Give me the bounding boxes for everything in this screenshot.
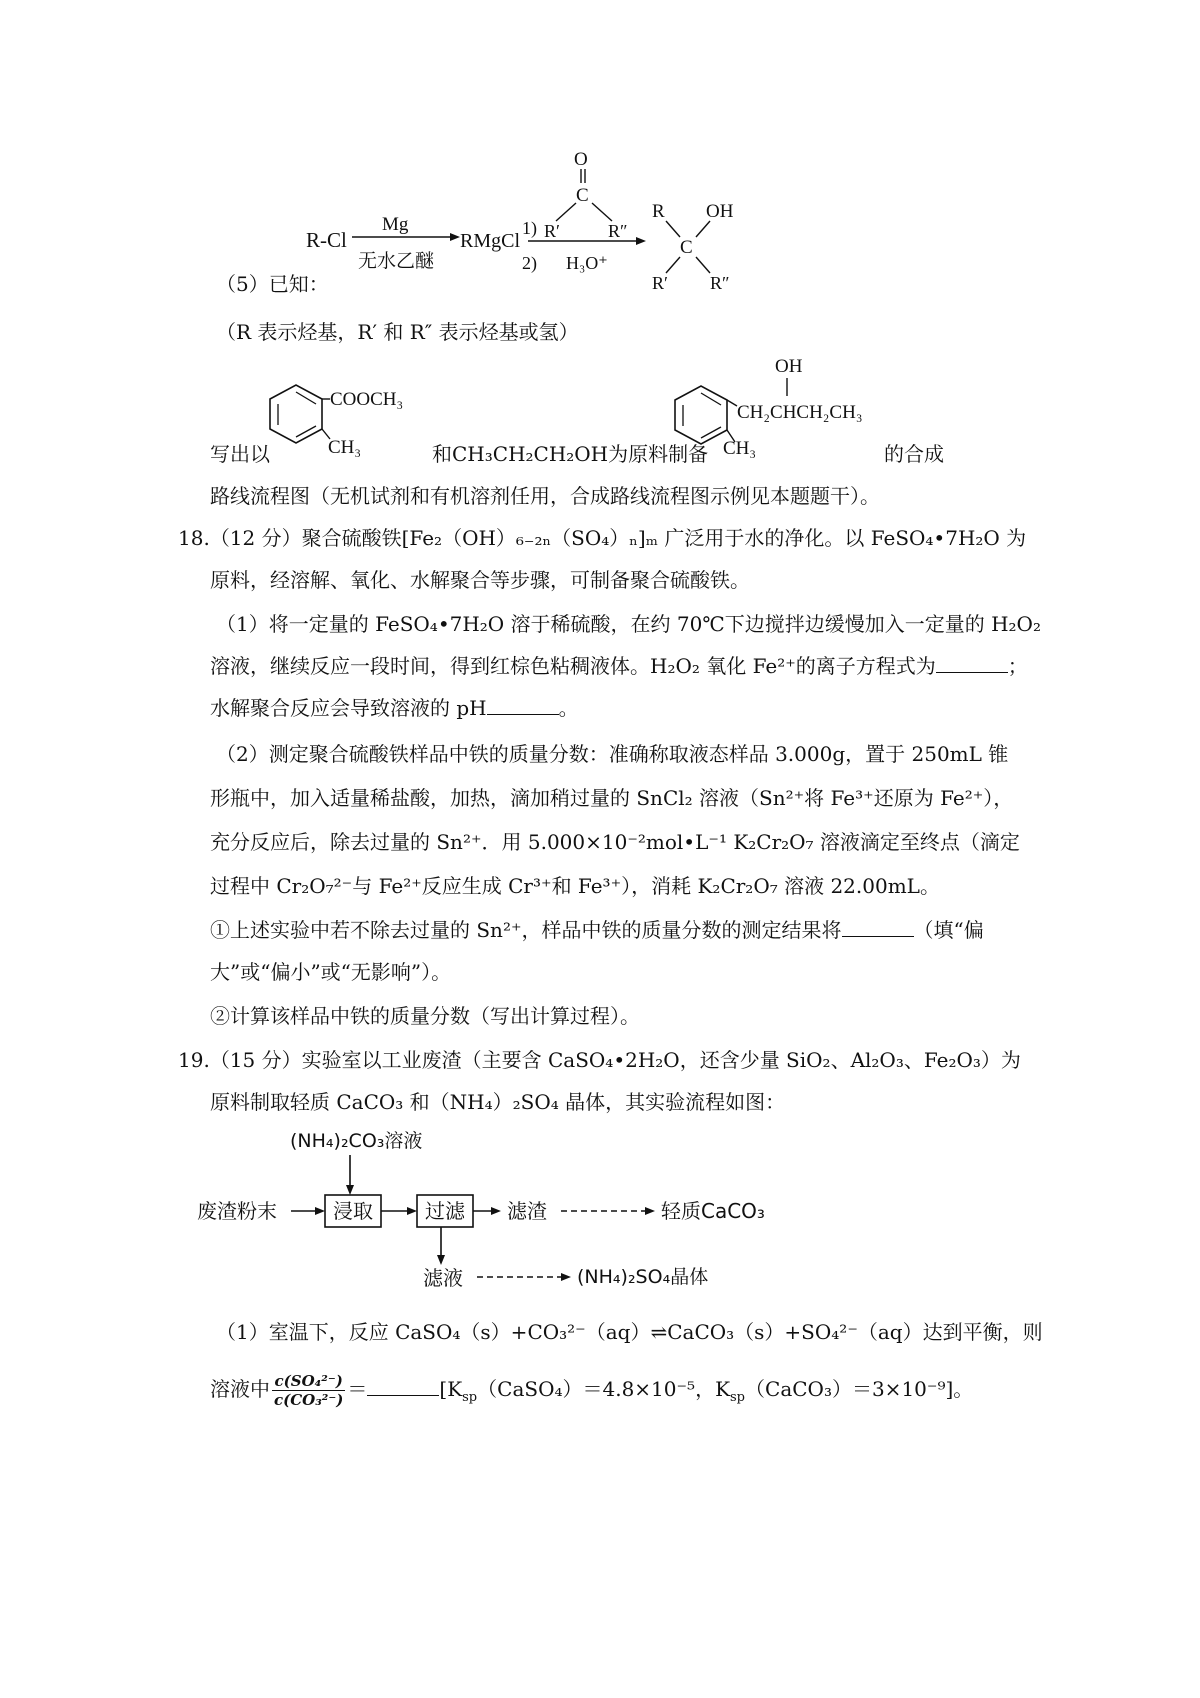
flow-start: 废渣粉末 (197, 1199, 277, 1223)
q18-p1-line3 (210, 694, 579, 722)
q19-equals: ＝ (347, 1377, 368, 1401)
flow-residue: 滤渣 (507, 1199, 547, 1223)
answer-blank-effect[interactable] (842, 918, 914, 937)
fraction-numerator: c(SO₄²⁻) (272, 1372, 345, 1391)
answer-blank-equation[interactable] (936, 654, 1008, 673)
ketone-r-prime: R′ (544, 221, 560, 241)
flow-filtrate: 滤液 (423, 1266, 463, 1290)
product-c: C (680, 237, 693, 258)
q19-ksp-end: （CaCO₃）＝3×10⁻⁹]。 (745, 1377, 974, 1401)
q18-c2: ②计算该样品中铁的质量分数（写出计算过程）。 (210, 1004, 640, 1028)
step1-label: 1) (522, 218, 537, 238)
ketone-carbon: C (576, 185, 589, 206)
q19-stem-1: 实验室以工业废渣（主要含 CaSO₄•2H₂O，还含少量 SiO₂、Al₂O₃、Fe₂O₃）为 (301, 1048, 1021, 1072)
answer-blank-ratio[interactable] (367, 1377, 439, 1396)
q19-ksp-mid: （CaSO₄）＝4.8×10⁻⁵，K (477, 1377, 731, 1401)
starting-material-structure (250, 375, 420, 460)
q18-stem-2: 原料，经溶解、氧化、水解聚合等步骤，可制备聚合硫酸铁。 (210, 568, 750, 592)
ketone-r-double-prime: R″ (608, 221, 628, 241)
process-flowchart (195, 1125, 795, 1295)
product-r-double-prime: R″ (710, 273, 730, 293)
q19-p1-line1: （1）室温下，反应 CaSO₄（s）+CO₃²⁻（aq）⇌CaCO₃（s）+SO₄²⁻（aq）达到平衡，则 (216, 1320, 1043, 1344)
q18-p2-line3: 充分反应后，除去过量的 Sn²⁺．用 5.000×10⁻²mol•L⁻¹ K₂Cr₂O₇ 溶液滴定至终点（滴定 (210, 830, 1020, 854)
intermediate-label: RMgCl (460, 230, 521, 252)
answer-blank-ph[interactable] (487, 696, 559, 715)
concentration-ratio-fraction (272, 1372, 345, 1409)
q17-text-3: 的合成 (884, 442, 944, 466)
flow-product2: (NH₄)₂SO₄晶体 (577, 1266, 709, 1288)
product-r-prime: R′ (652, 273, 668, 293)
q18-stem-1: 聚合硫酸铁[Fe₂（OH）₆₋₂ₙ（SO₄）ₙ]ₘ 广泛用于水的净化。以 FeSO₄•7H₂O 为 (301, 526, 1027, 550)
q19-points: （15 分） (209, 1048, 302, 1072)
q19-heading (178, 1046, 1021, 1074)
q17-text-1: 写出以 (210, 442, 270, 466)
q19-p1-line2 (210, 1372, 973, 1409)
reactant-label: R-Cl (306, 228, 347, 252)
reagent-bottom-label: 无水乙醚 (358, 250, 435, 272)
q18-p1-line2-text: 溶液，继续反应一段时间，得到红棕色粘稠液体。H₂O₂ 氧化 Fe²⁺的离子方程式为 (210, 654, 936, 678)
ketone-oxygen: O (574, 149, 588, 170)
q19-p1-line2-start: 溶液中 (210, 1377, 270, 1401)
q17-text-4: 路线流程图（无机试剂和有机溶剂任用，合成路线流程图示例见本题题干）。 (210, 484, 880, 508)
ester-group-label: COOCH₃ (330, 389, 404, 410)
q18-p1-line3-end: 。 (558, 696, 579, 720)
q18-p1-line1: （1）将一定量的 FeSO₄•7H₂O 溶于稀硫酸，在约 70℃下边搅拌边缓慢加入一定量的 H₂O₂ (216, 612, 1041, 636)
methyl-label: CH₃ (328, 437, 362, 458)
q18-c1-text: ①上述实验中若不除去过量的 Sn²⁺，样品中铁的质量分数的测定结果将 (210, 918, 842, 942)
q19-stem-2: 原料制取轻质 CaCO₃ 和（NH₄）₂SO₄ 晶体，其实验流程如图： (210, 1090, 786, 1114)
q17-text-2: 和CH₃CH₂CH₂OH为原料制备 (432, 442, 709, 466)
q18-c1-line2: 大”或“偏小”或“无影响”）。 (210, 960, 452, 984)
reagent-top-label: Mg (382, 214, 409, 235)
product-r: R (652, 201, 665, 222)
part5-label: （5）已知： (216, 272, 329, 296)
flow-reagent: (NH₄)₂CO₃溶液 (290, 1130, 423, 1152)
flow-product1: 轻质CaCO₃ (661, 1199, 765, 1223)
grignard-reaction-scheme (300, 145, 780, 295)
q18-points: （12 分） (209, 526, 302, 550)
fraction-denominator: c(CO₃²⁻) (274, 1391, 344, 1409)
ksp-subscript-1: sp (462, 1390, 478, 1405)
q18-c1-line1 (210, 916, 984, 944)
r-group-note: （R 表示烃基，R′ 和 R″ 表示烃基或氢） (216, 320, 579, 344)
step2-label: 2) (522, 253, 537, 273)
flow-step1: 浸取 (333, 1199, 373, 1223)
q18-p1-line2-end: ； (1007, 654, 1028, 678)
q19-ksp-open: [K (439, 1377, 463, 1401)
q18-number: 18. (178, 526, 210, 550)
product-oh: OH (706, 201, 734, 222)
flow-step2: 过滤 (425, 1199, 465, 1223)
target-oh-label: OH (775, 356, 803, 377)
q18-p2-line1: （2）测定聚合硫酸铁样品中铁的质量分数：准确称取液态样品 3.000g，置于 250mL 锥 (216, 742, 1009, 766)
q19-number: 19. (178, 1048, 210, 1072)
q18-c1-end: （填“偏 (913, 918, 984, 942)
q18-p1-line2 (210, 652, 1028, 680)
q18-p2-line4: 过程中 Cr₂O₇²⁻与 Fe²⁺反应生成 Cr³⁺和 Fe³⁺），消耗 K₂Cr₂O₇ 溶液 22.00mL。 (210, 874, 940, 898)
acid-label: H₃O⁺ (566, 253, 608, 273)
target-chain-label: CH₂CHCH₂CH₃ (737, 402, 863, 423)
q18-p2-line2: 形瓶中，加入适量稀盐酸，加热，滴加稍过量的 SnCl₂ 溶液（Sn²⁺将 Fe³⁺还原为 Fe²⁺）， (210, 786, 1014, 810)
target-methyl-label: CH₃ (723, 438, 757, 459)
q18-heading (178, 524, 1026, 552)
ksp-subscript-2: sp (730, 1390, 746, 1405)
q18-p1-line3-text: 水解聚合反应会导致溶液的 pH (210, 696, 487, 720)
